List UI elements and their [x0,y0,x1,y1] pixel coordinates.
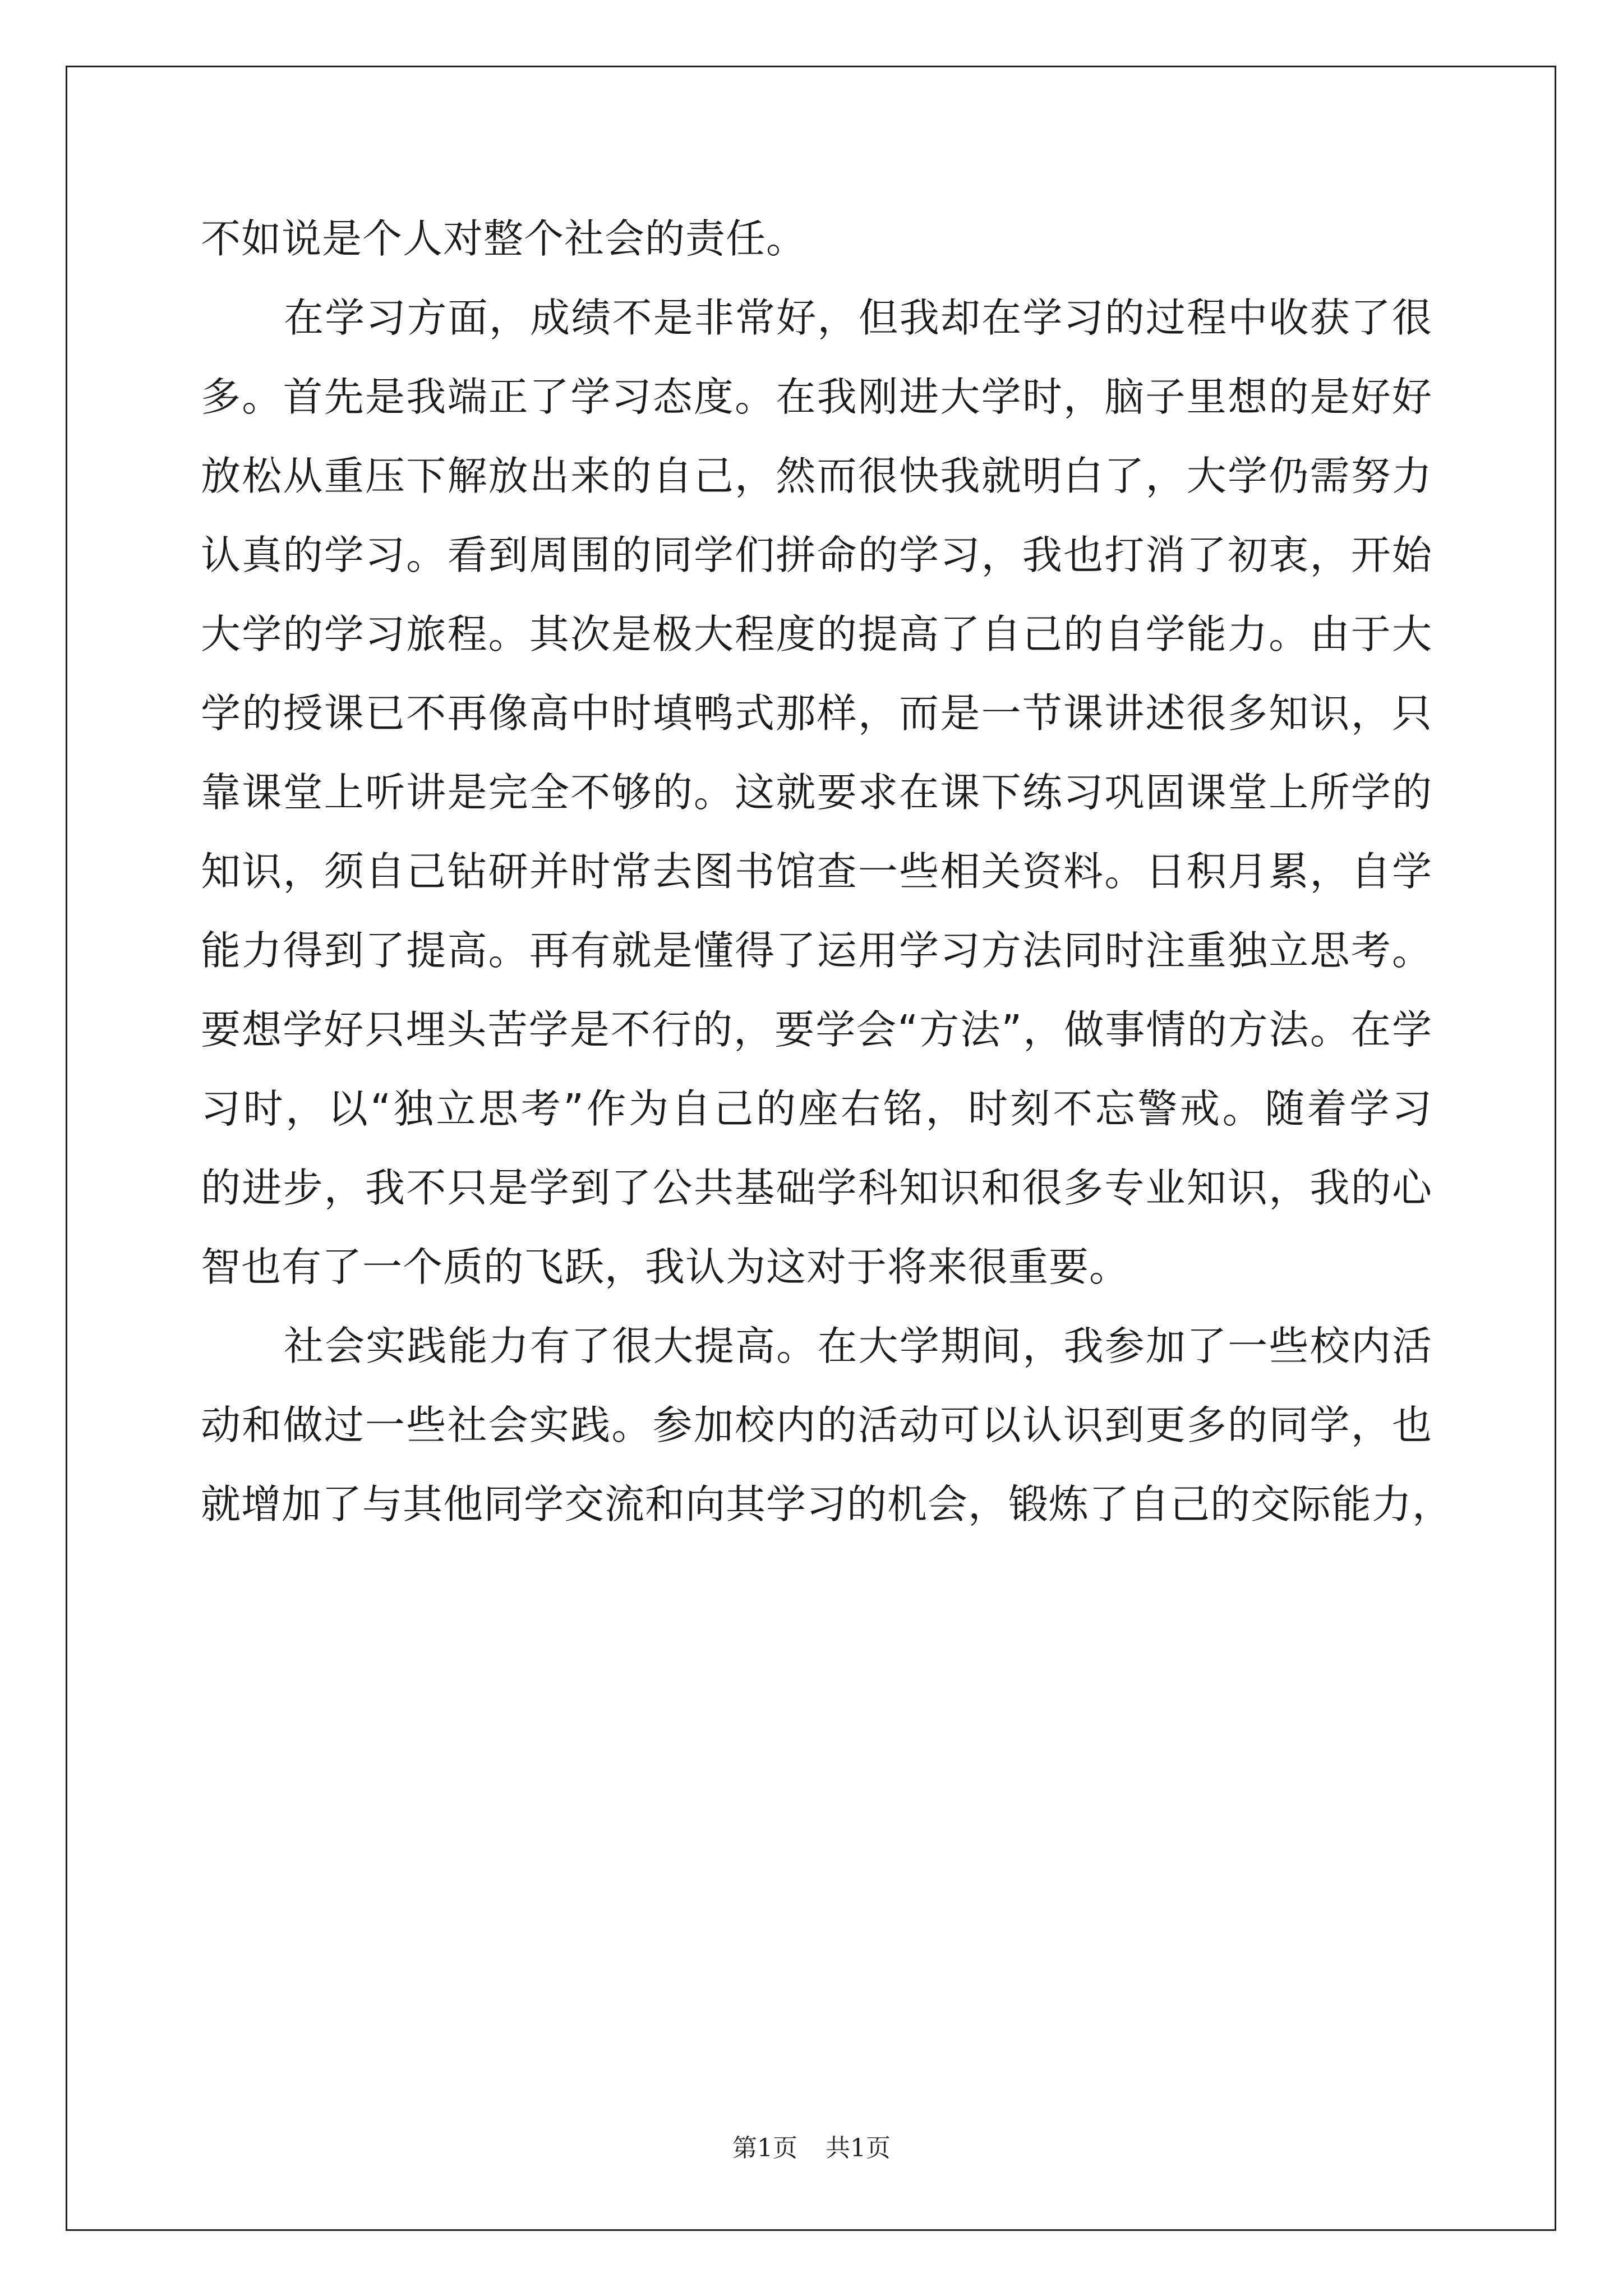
text-line: 大学的学习旅程。其次是极大程度的提高了自己的自学能力。由于大 [201,611,1432,657]
text-line: 社会实践能力有了很大提高。在大学期间，我参加了一些校内活 [284,1323,1432,1369]
text-line: 学的授课已不再像高中时填鸭式那样，而是一节课讲述很多知识，只 [201,690,1432,737]
document-body [201,199,1453,1544]
text-line: 放松从重压下解放出来的自己，然而很快我就明白了，大学仍需努力 [201,453,1432,499]
text-line: 智也有了一个质的飞跃，我认为这对于将来很重要。 [201,1244,1130,1290]
text-line: 靠课堂上听讲是完全不够的。这就要求在课下练习巩固课堂上所学的 [201,769,1432,816]
text-line: 就增加了与其他同学交流和向其学习的机会，锻炼了自己的交际能力， [201,1481,1453,1527]
text-line: 动和做过一些社会实践。参加校内的活动可以认识到更多的同学，也 [201,1402,1432,1448]
page-number-total: 共1页 [826,2134,891,2162]
text-line: 知识，须自己钻研并时常去图书馆查一些相关资料。日积月累，自学 [201,848,1432,895]
text-line: 多。首先是我端正了学习态度。在我刚进大学时，脑子里想的是好好 [201,374,1432,420]
text-line: 能力得到了提高。再有就是懂得了运用学习方法同时注重独立思考。 [201,927,1432,974]
text-line: 在学习方面，成绩不是非常好，但我却在学习的过程中收获了很 [284,295,1432,341]
text-line: 的进步，我不只是学到了公共基础学科知识和很多专业知识，我的心 [201,1165,1432,1211]
text-line: 要想学好只埋头苦学是不行的，要学会“方法”，做事情的方法。在学 [201,1006,1432,1053]
page-number-current: 第1页 [732,2134,797,2162]
text-line: 习时，以“独立思考”作为自己的座右铭，时刻不忘警戒。随着学习 [201,1085,1432,1132]
page-footer [0,2132,1623,2165]
text-line: 不如说是个人对整个社会的责任。 [201,215,807,262]
text-line: 认真的学习。看到周围的同学们拼命的学习，我也打消了初衷，开始 [201,532,1432,578]
